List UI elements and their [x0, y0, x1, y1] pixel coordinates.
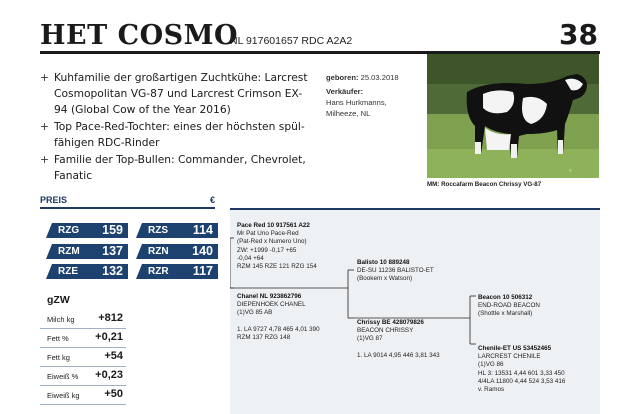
- mgs-name: Balisto 10 889248: [357, 259, 410, 266]
- gzw-row: [40, 348, 126, 367]
- pedigree-sire: [237, 222, 317, 271]
- registration-number: NL 917601657 RDC A2A2: [230, 35, 353, 47]
- born-date: 25.03.2018: [360, 73, 399, 82]
- gzw-label: Fett kg: [47, 353, 70, 362]
- highlights-list: [40, 70, 310, 185]
- pedigree-line-text: (Shottle x Marshall): [478, 310, 533, 318]
- index-value: 137: [102, 244, 123, 258]
- index-label: RZS: [148, 225, 168, 236]
- pedigree-dam: [237, 293, 320, 342]
- mggs-name: Beacon 10 506312: [478, 294, 533, 301]
- index-label: RZE: [58, 266, 78, 277]
- gzw-label: Fett %: [47, 334, 69, 343]
- gzw-value: +54: [104, 350, 123, 362]
- index-value: 117: [192, 264, 213, 278]
- pedigree-line-text: (1)VG 87: [357, 335, 383, 343]
- index-badge-rzg: [46, 223, 128, 238]
- index-value: 159: [102, 223, 123, 237]
- pedigree-maternal-granddam: [357, 319, 440, 360]
- pedigree-line-text: ZW: +1999 -0,17 +65: [237, 246, 297, 254]
- index-value: 114: [192, 223, 213, 237]
- pedigree-line-text: RZM 137 RZG 148: [237, 333, 291, 341]
- euro-icon: €: [209, 195, 215, 205]
- seller-place: Milheeze, NL: [326, 109, 371, 118]
- gzw-label: Eiweiß %: [47, 372, 79, 381]
- animal-name: HET COSMO: [40, 20, 238, 51]
- highlight-text: Kuhfamilie der großartigen Zuchtkühe: Larcrest Cosmopolitan VG-87 und Larcrest Crimson EX-94 (Global Cow of the Year 2016): [54, 71, 308, 116]
- pedigree-line-text: (1)VG 85 AB: [237, 309, 273, 317]
- gzw-table: [40, 310, 126, 405]
- gzw-row: [40, 329, 126, 348]
- lot-number: 38: [559, 18, 598, 51]
- index-label: RZR: [148, 266, 169, 277]
- pedigree-line-text: 4/4LA 11800 4,44 524 3,53 416: [478, 377, 566, 385]
- photo-caption: MM: Roccafarm Beacon Chrissy VG-87: [427, 181, 542, 188]
- highlight-item: [40, 152, 310, 184]
- index-badge-rzr: [136, 264, 218, 279]
- pedigree-line-text: -0,04 +64: [237, 254, 264, 262]
- pedigree-line-text: Mr Pat Uno Pace-Red: [237, 230, 299, 238]
- plus-icon: +: [40, 153, 49, 166]
- seller-name: Hans Hurkmanns,: [326, 98, 387, 107]
- pedigree-line-text: LARCREST CHENILE: [478, 353, 541, 361]
- pedigree-maternal-grandsire: [357, 259, 434, 284]
- highlight-text: Familie der Top-Bullen: Commander, Chevrolet, Fanatic: [54, 153, 306, 182]
- price-label: PREIS: [40, 195, 68, 205]
- gzw-title: gZW: [47, 294, 70, 306]
- index-label: RZM: [58, 246, 80, 257]
- gzw-value: +50: [104, 388, 123, 400]
- pedigree-line-text: [237, 318, 320, 326]
- pedigree-line-text: (Pat-Red x Numero Uno): [237, 238, 307, 246]
- highlight-item: [40, 70, 310, 118]
- gzw-row: [40, 386, 126, 405]
- sire-name: Pace Red 10 917561 A22: [237, 222, 310, 229]
- pedigree-line-text: (1)VG 86: [478, 361, 504, 369]
- cow-photo: [427, 54, 599, 178]
- gzw-row: [40, 310, 126, 329]
- svg-text:©: ©: [569, 168, 572, 173]
- gzw-label: Milch kg: [47, 315, 75, 324]
- lot-header: [40, 18, 600, 52]
- born-label: geboren:: [326, 73, 359, 82]
- pedigree-line-text: HL 3: 13531 4,44 601 3,33 450: [478, 369, 565, 377]
- mggd-name: Chenile-ET US 53452465: [478, 345, 552, 352]
- pedigree-line-text: v. Ramos: [478, 386, 505, 394]
- animal-info: [326, 72, 422, 119]
- pedigree-line-text: 1. LA 9014 4,95 446 3,81 343: [357, 351, 440, 359]
- index-badge-rzm: [46, 244, 128, 259]
- plus-icon: +: [40, 71, 49, 84]
- mgd-name: Chrissy BE 428079826: [357, 319, 424, 326]
- pedigree-line-text: DIEPENHOEK CHANEL: [237, 301, 306, 309]
- gzw-label: Eiweiß kg: [47, 391, 80, 400]
- pedigree-line-text: 1. LA 9727 4,78 465 4,01 390: [237, 325, 320, 333]
- index-badge-rzn: [136, 244, 218, 259]
- plus-icon: +: [40, 120, 49, 133]
- highlight-text: Top Pace-Red-Tochter: eines der höchsten spül-fähigen RDC-Rinder: [54, 120, 305, 149]
- index-value: 132: [102, 264, 123, 278]
- pedigree-mgd-sire: [478, 294, 540, 319]
- pedigree-line-text: RZM 145 RZE 121 RZG 154: [237, 263, 317, 271]
- seller-label: Verkäufer:: [326, 87, 364, 96]
- index-badge-rze: [46, 264, 128, 279]
- gzw-value: +812: [98, 312, 123, 324]
- pedigree-mgd-dam: [478, 345, 565, 394]
- pedigree-line-text: [357, 344, 440, 352]
- cow-illustration: [427, 54, 599, 178]
- gzw-row: [40, 367, 126, 386]
- pedigree-line-text: (Bookem x Watson): [357, 275, 413, 283]
- pedigree-line-text: DE-SU 11236 BALISTO-ET: [357, 267, 434, 275]
- index-badge-rzs: [136, 223, 218, 238]
- index-label: RZG: [58, 225, 80, 236]
- price-divider: [40, 207, 215, 209]
- highlight-item: [40, 119, 310, 151]
- index-label: RZN: [148, 246, 169, 257]
- gzw-value: +0,23: [95, 369, 123, 381]
- gzw-value: +0,21: [95, 331, 123, 343]
- pedigree-line-text: END-ROAD BEACON: [478, 302, 540, 310]
- pedigree-line-text: BEACON CHRISSY: [357, 327, 414, 335]
- index-value: 140: [192, 244, 213, 258]
- dam-name: Chanel NL 923862796: [237, 293, 302, 300]
